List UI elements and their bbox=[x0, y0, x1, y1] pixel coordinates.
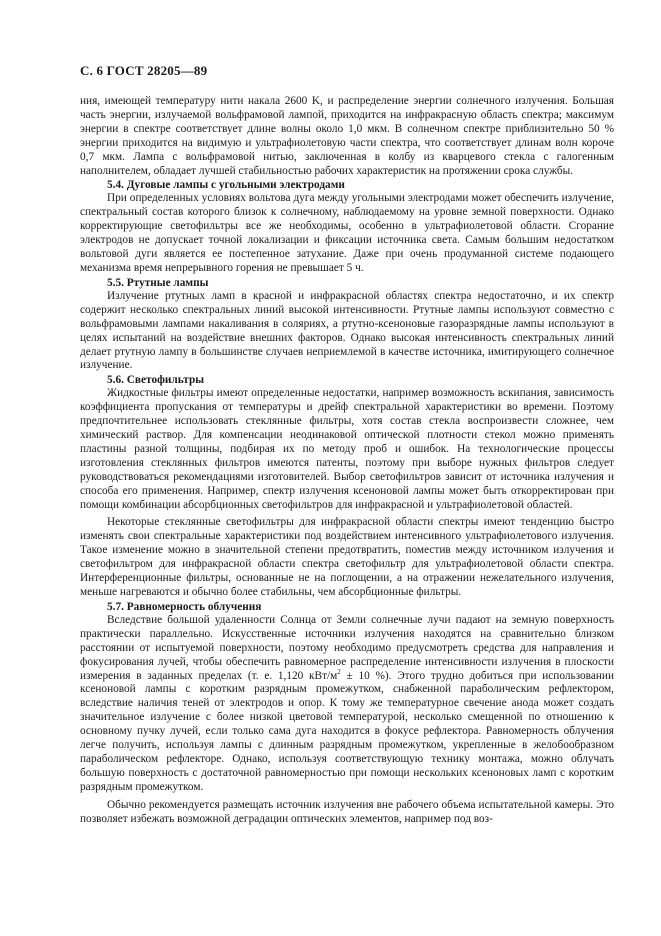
section-heading-5-6: 5.6. Светофильтры bbox=[107, 374, 205, 387]
paragraph-5-6-a: Жидкостные фильтры имеют определенные недостатки, например возможность вскипания, зависимость коэффициента пропускания от температуры и дрейф спектральной характеристики во времени. Поэтому предпочтительнее использовать стеклянные фильтры, хотя состав стекла воспроизвести сложнее, чем химический раствор. Для компенсации неодинаковой оптической плотности стекол можно применять пластины разной толщины, подбирая их по методу проб и ошибок. На технологические процессы изготовления стеклянных фильтров имеются патенты, поэтому при выборе нужных фильтров следует руководствоваться рекомендациями изготовителей. Выбор светофильтров зависит от источника излучения и способа его применения. Например, спектр излучения ксеноновой лампы может быть откорректирован при помощи комбинации абсорбционных светофильтров для инфракрасной и ультрафиолетовой областей. bbox=[80, 387, 614, 511]
paragraph-5-4: При определенных условиях вольтова дуга между угольными электродами может обеспечить излучение, спектральный состав которого близок к солнечному, наблюдаемому на уровне земной поверхности. Однако корректирующие светофильтры все же необходимы, особенно в ультрафиолетовой области. Сгорание электродов не допускает точной локализации и фиксации источника света. Самым большим недостатком вольтовой дуги является ее постепенное затухание. Даже при очень продуманной системе подающего механизма время непрерывного горения не превышает 5 ч. bbox=[80, 192, 614, 274]
paragraph-5-6-b: Некоторые стеклянные светофильтры для инфракрасной области спектры имеют тенденцию быстро изменять свои спектральные характеристики под воздействием интенсивного ультрафиолетового излучения. Такое изменение можно в значительной степени предотвратить, поместив между источником излучения и светофильтром для инфракрасной области спектра светофильтр для ультрафиолетовой области спектра. Интерференционные фильтры, основанные не на поглощении, а на отражении нежелательного излучения, меньше нагреваются и обычно более стабильны, чем абсорбционные фильтры. bbox=[80, 516, 614, 598]
section-heading-5-7: 5.7. Равномерность облучения bbox=[107, 600, 262, 613]
page-header: С. 6 ГОСТ 28205—89 bbox=[80, 63, 208, 78]
paragraph-5-5: Излучение ртутных ламп в красной и инфракрасной областях спектра недостаточно, и их спектр содержит несколько спектральных линий высокой интенсивности. Ртутные лампы используют совместно с вольфрамовыми лампами накаливания в соляриях, а ртутно-ксеноновые газоразрядные лампы используют в целях испытаний на воздействие внешних факторов. Однако высокая интенсивность спектральных линий делает ртутную лампу в большинстве случаев неприемлемой в качестве источника, имитирующего солнечное излучение. bbox=[80, 289, 614, 372]
paragraph-5-7-a-part-2: ± 10 %). Этого трудно добиться при использовании ксеноновой лампы с коротким разрядным промежутком, снабженной параболическим рефлектором, вследствие наличия теней от электродов и опор. К тому же температурное свечение анода может создать значительное излучение с более низкой цветовой температурой, несколько смещенной по отношению к основному пучку лучей, если только сама дуга находится в фокусе рефлектора. Равномерность облучения легче получить, используя лампы с длинным разрядным промежутком, укрепленные в желобообразном параболическом рефлекторе. Однако, используя соответствующую технику монтажа, можно облучать большую поверхность с достаточной равномерностью при помощи нескольких ксеноновых ламп с коротким разрядным промежутком. bbox=[80, 669, 615, 793]
section-heading-5-5: 5.5. Ртутные лампы bbox=[107, 276, 209, 289]
superscript-exponent: 2 bbox=[337, 667, 341, 676]
document-body bbox=[80, 95, 614, 827]
section-heading-5-4: 5.4. Дуговые лампы с угольными электродами bbox=[107, 179, 345, 192]
paragraph-intro: ния, имеющей температуру нити накала 2600 K, и распределение энергии солнечного излучения. Большая часть энергии, излучаемой вольфрамовой лампой, приходится на инфракрасную область спектра; максимум энергии в спектре соответствует длине волны около 1,0 мкм. В солнечном спектре приблизительно 50 % энергии приходится на видимую и ультрафиолетовую части спектра, что соответствует длинам волн короче 0,7 мкм. Лампа с вольфрамовой нитью, заключенная в колбу из кварцевого стекла с галогенным наполнителем, обладает лучшей стабильностью рабочих характеристик на протяжении срока службы. bbox=[80, 95, 614, 177]
paragraph-5-7-a-part-1: Вследствие большой удаленности Солнца от Земли солнечные лучи падают на земную поверхность практически параллельно. Искусственные источники излучения находятся на сравнительно близком расстоянии от испытуемой поверхности, поэтому необходимо предусмотреть средства для направления и фокусирования лучей, чтобы обеспечить равномерное распределение интенсивности излучения в плоскости измерения в заданных пределах (т. е. 1,120 кВт/м bbox=[80, 613, 614, 682]
paragraph-5-7-a bbox=[80, 614, 614, 795]
paragraph-5-7-b: Обычно рекомендуется размещать источник излучения вне рабочего объема испытательной камеры. Это позволяет избежать возможной деградации оптических элементов, например под воз- bbox=[80, 798, 614, 825]
